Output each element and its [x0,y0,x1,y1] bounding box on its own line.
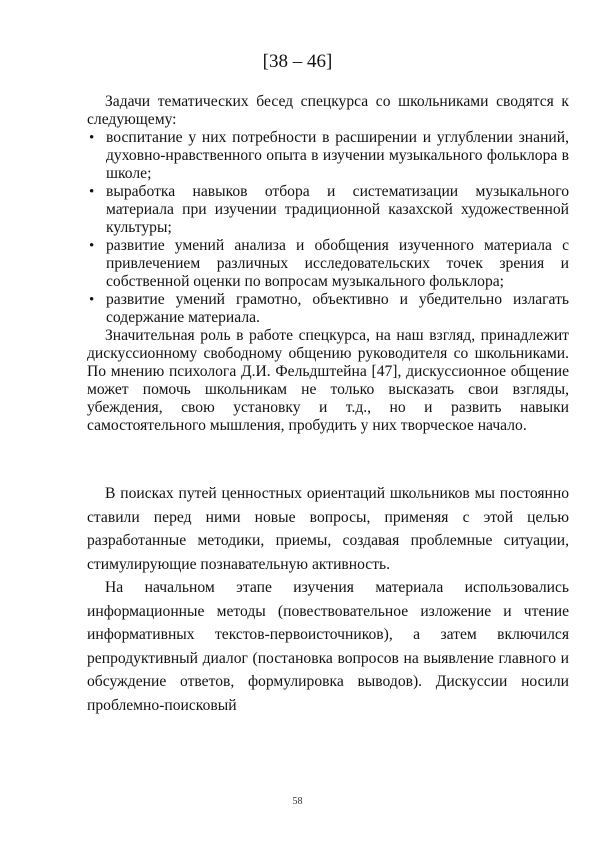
list-item-text: воспитание у них потребности в расширении и углублении знаний, духовно-нравственного опыта в изучении музыкального фольклора в школе; [106,129,569,182]
list-item [87,291,569,327]
list-item-text: развитие умений грамотно, объективно и убедительно излагать содержание материала. [106,291,569,326]
bullet-icon: • [89,238,95,254]
list-item [87,129,569,183]
intro-paragraph: Задачи тематических бесед спецкурса со школьниками сводятся к следующему: [87,93,569,128]
methods-paragraph: На начальном этапе изучения материала использовались информационные методы (повествовательное изложение и чтение информативных текстов-первоисточников), а затем включился репродуктивный диалог (постановка вопросов на выявление главного и обсуждение ответов, формулировка выводов). Дискуссии носили проблемно-поисковый [87,579,569,714]
bullet-icon: • [89,184,95,200]
list-item-text: выработка навыков отбора и систематизации музыкального материала при изучении традиционной казахской художественной культуры; [106,183,569,236]
page-number: 58 [292,796,303,807]
dense-text-block [87,93,569,435]
orientation-paragraph: В поисках путей ценностных ориентаций школьников мы постоянно ставили перед ними новые вопросы, применяя с этой целью разработанные методики, приемы, создавая проблемные ситуации, стимулирующие познавательную активность. [87,485,569,573]
reference-range: [38 – 46] [262,51,333,72]
list-item-text: развитие умений анализа и обобщения изученного материала с привлечением различных исследовательских точек зрения и собственной оценки по вопросам музыкального фольклора; [106,237,569,290]
task-list [87,129,569,327]
bullet-icon: • [89,292,95,308]
loose-text-block [87,482,569,717]
discussion-paragraph: Значительная роль в работе спецкурса, на наш взгляд, принадлежит дискуссионному свободному общению руководителя со школьниками. По мнению психолога Д.И. Фельдштейна [47], дискуссионное общение может помочь школьникам не только высказать свои взгляды, убеждения, свою установку и т.д., но и развить навыки самостоятельного мышления, пробудить у них творческое начало. [87,327,569,434]
list-item [87,237,569,291]
list-item [87,183,569,237]
bullet-icon: • [89,130,95,146]
